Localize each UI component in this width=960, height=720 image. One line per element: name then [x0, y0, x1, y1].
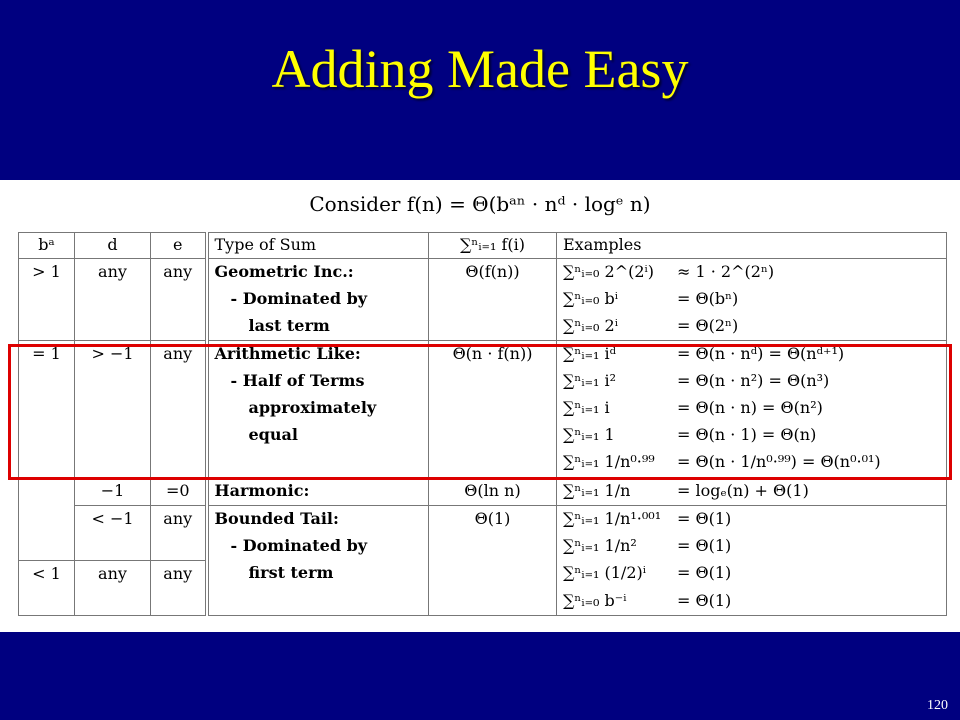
- example-result: = Θ(n · n) = Θ(n²): [677, 398, 823, 418]
- cell-ba: > 1: [19, 259, 75, 287]
- cell-sum: Θ(n · f(n)): [429, 341, 557, 369]
- cell-ba: = 1: [19, 341, 75, 369]
- header-type: Type of Sum: [207, 233, 429, 259]
- cell-example: [557, 259, 947, 287]
- cell-d: [75, 395, 151, 422]
- cell-sum: [429, 286, 557, 313]
- example-sum: ∑ⁿᵢ₌₁ 1: [563, 425, 615, 445]
- example-result: = Θ(1): [677, 563, 732, 583]
- cell-d: [75, 422, 151, 449]
- cell-sum: [429, 533, 557, 561]
- cell-d: [75, 533, 151, 561]
- consider-formula: Consider f(n) = Θ(bᵃⁿ · nᵈ · logᵉ n): [309, 192, 651, 216]
- cell-example: [557, 533, 947, 561]
- example-sum: ∑ⁿᵢ₌₀ 2ⁱ: [563, 316, 618, 336]
- cell-example: [557, 422, 947, 449]
- example-sum: ∑ⁿᵢ₌₀ b⁻ⁱ: [563, 590, 627, 610]
- cell-e: =0: [151, 477, 207, 505]
- cell-type: - Half of Terms: [207, 368, 429, 395]
- cell-type: [207, 588, 429, 616]
- header-sum: ∑ⁿᵢ₌₁ f(i): [429, 233, 557, 259]
- example-result: = Θ(n · n²) = Θ(n³): [677, 371, 830, 391]
- cell-type: last term: [207, 313, 429, 341]
- cell-type: approximately: [207, 395, 429, 422]
- cell-sum: Θ(ln n): [429, 477, 557, 505]
- example-sum: ∑ⁿᵢ₌₁ (1/2)ⁱ: [563, 563, 646, 583]
- example-result: = Θ(n · 1) = Θ(n): [677, 425, 817, 445]
- cell-type: Bounded Tail:: [207, 505, 429, 533]
- example-sum: ∑ⁿᵢ₌₁ iᵈ: [563, 344, 617, 364]
- cell-example: [557, 395, 947, 422]
- cell-ba: [19, 286, 75, 313]
- cell-d: [75, 449, 151, 477]
- cell-sum: [429, 449, 557, 477]
- cell-example: [557, 368, 947, 395]
- cell-ba: [19, 533, 75, 561]
- cell-d: any: [75, 259, 151, 287]
- cell-e: [151, 286, 207, 313]
- cell-sum: [429, 368, 557, 395]
- table-row: [19, 368, 947, 395]
- example-sum: ∑ⁿᵢ₌₁ 1/n⁰·⁹⁹: [563, 452, 655, 472]
- example-result: = Θ(1): [677, 508, 732, 528]
- cell-example: [557, 505, 947, 533]
- example-sum: ∑ⁿᵢ₌₁ 1/n: [563, 480, 631, 500]
- cell-example: [557, 341, 947, 369]
- table-header-row: [19, 233, 947, 259]
- table-row: [19, 560, 947, 588]
- cell-d: any: [75, 560, 151, 588]
- cell-type: Harmonic:: [207, 477, 429, 505]
- example-result: = Θ(n · nᵈ) = Θ(nᵈ⁺¹): [677, 344, 845, 364]
- table-row: [19, 395, 947, 422]
- example-sum: ∑ⁿᵢ₌₁ 1/n²: [563, 535, 637, 555]
- table-row: [19, 588, 947, 616]
- cell-d: [75, 368, 151, 395]
- cell-e: any: [151, 341, 207, 369]
- cell-e: [151, 449, 207, 477]
- example-sum: ∑ⁿᵢ₌₁ 1/n¹·⁰⁰¹: [563, 508, 662, 528]
- header-d: d: [75, 233, 151, 259]
- cell-ba: [19, 395, 75, 422]
- example-sum: ∑ⁿᵢ₌₁ i: [563, 398, 610, 418]
- example-result: = Θ(1): [677, 535, 732, 555]
- cell-d: −1: [75, 477, 151, 505]
- cell-ba: [19, 422, 75, 449]
- example-sum: ∑ⁿᵢ₌₀ bⁱ: [563, 289, 618, 309]
- cell-ba: [19, 313, 75, 341]
- cell-d: [75, 588, 151, 616]
- cell-example: [557, 449, 947, 477]
- example-result: = Θ(n · 1/n⁰·⁹⁹) = Θ(n⁰·⁰¹): [677, 452, 881, 472]
- content-panel: [0, 180, 960, 632]
- slide-title: Adding Made Easy: [271, 39, 689, 99]
- cell-sum: Θ(1): [429, 505, 557, 533]
- cell-e: [151, 313, 207, 341]
- cell-sum: Θ(f(n)): [429, 259, 557, 287]
- cell-ba: [19, 505, 75, 533]
- cell-sum: [429, 560, 557, 588]
- cell-type: - Dominated by: [207, 533, 429, 561]
- cell-example: [557, 313, 947, 341]
- cell-e: any: [151, 259, 207, 287]
- table-row: [19, 422, 947, 449]
- cell-e: [151, 395, 207, 422]
- cell-d: < −1: [75, 505, 151, 533]
- cell-example: [557, 560, 947, 588]
- cell-type: equal: [207, 422, 429, 449]
- table-row: [19, 449, 947, 477]
- example-result: ≈ 1 · 2^(2ⁿ): [677, 262, 775, 282]
- table-row: [19, 259, 947, 287]
- cell-ba: [19, 588, 75, 616]
- cell-e: any: [151, 505, 207, 533]
- cell-ba: [19, 368, 75, 395]
- header-e: e: [151, 233, 207, 259]
- cell-e: [151, 588, 207, 616]
- cell-type: Geometric Inc.:: [207, 259, 429, 287]
- table-row: [19, 341, 947, 369]
- example-result: = Θ(1): [677, 590, 732, 610]
- example-result: = Θ(bⁿ): [677, 289, 739, 309]
- cell-e: any: [151, 560, 207, 588]
- cell-type: first term: [207, 560, 429, 588]
- table-row: [19, 313, 947, 341]
- cell-sum: [429, 395, 557, 422]
- cell-ba: [19, 477, 75, 505]
- table-row: [19, 505, 947, 533]
- table-row: [19, 533, 947, 561]
- example-result: = Θ(2ⁿ): [677, 316, 739, 336]
- cell-e: [151, 422, 207, 449]
- cell-e: [151, 368, 207, 395]
- table-row: [19, 286, 947, 313]
- example-result: = logₑ(n) + Θ(1): [677, 480, 809, 500]
- table-row: [19, 477, 947, 505]
- cell-example: [557, 477, 947, 505]
- cell-ba: < 1: [19, 560, 75, 588]
- cell-type: Arithmetic Like:: [207, 341, 429, 369]
- cell-ba: [19, 449, 75, 477]
- cell-example: [557, 588, 947, 616]
- header-ba: bᵃ: [19, 233, 75, 259]
- cell-sum: [429, 313, 557, 341]
- header-examples: Examples: [557, 233, 947, 259]
- cell-d: [75, 286, 151, 313]
- slide-number: 120: [927, 698, 948, 713]
- cell-example: [557, 286, 947, 313]
- example-sum: ∑ⁿᵢ₌₁ i²: [563, 371, 617, 391]
- cell-e: [151, 533, 207, 561]
- cell-d: [75, 313, 151, 341]
- cell-type: [207, 449, 429, 477]
- cell-type: - Dominated by: [207, 286, 429, 313]
- example-sum: ∑ⁿᵢ₌₀ 2^(2ⁱ): [563, 262, 654, 282]
- cell-sum: [429, 588, 557, 616]
- cell-sum: [429, 422, 557, 449]
- cell-d: > −1: [75, 341, 151, 369]
- sum-table: [18, 232, 947, 616]
